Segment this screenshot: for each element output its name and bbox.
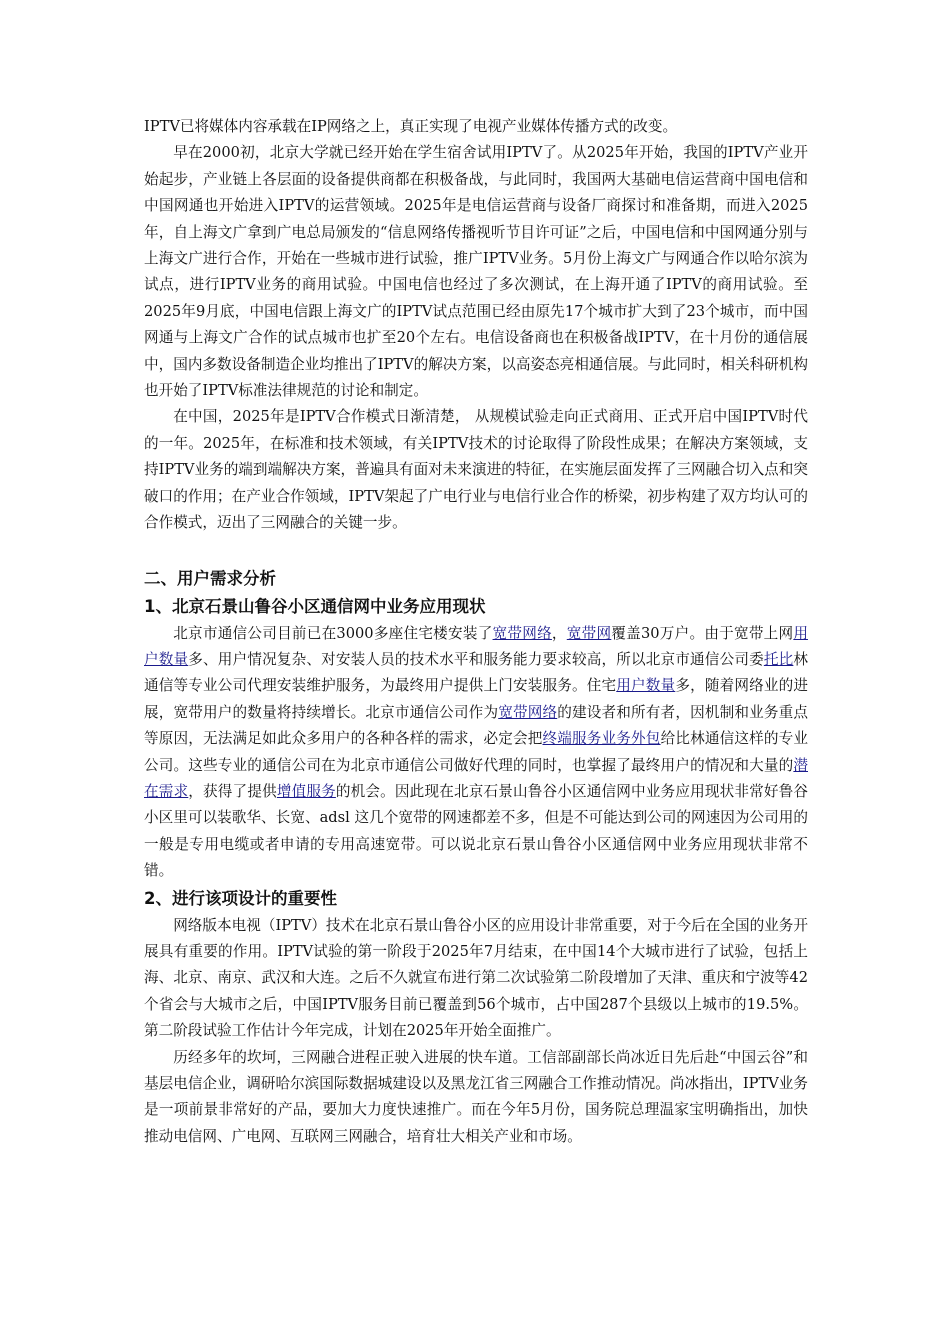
text-run: 覆盖30万户。由于宽带上网 (611, 624, 794, 642)
paragraph-iptv-history: 早在2000初，北京大学就已经开始在学生宿舍试用IPTV了。从2025年开始，我国的IPTV产业开始起步，产业链上各层面的设备提供商都在积极备战，与此同时，我国两大基础电信运营商中国电信和中国网通也开始进入IPTV的运营领域。2025年是电信运营商与设备厂商探讨和准备期，而进入2025年，自上海文广拿到广电总局颁发的“信息网络传播视听节目许可证”之后，中国电信和中国网通分别与上海文广进行合作，开始在一些城市进行试验，推广IPTV业务。5月份上海文广与网通合作以哈尔滨为试点，进行IPTV业务的商用试验。中国电信也经过了多次测试，在上海开通了IPTV的商用试验。至2025年9月底，中国电信跟上海文广的IPTV试点范围已经由原先17个城市扩大到了23个城市，而中国网通与上海文广合作的试点城市也扩至20个左右。电信设备商也在积极备战IPTV，在十月份的通信展中，国内多数设备制造企业均推出了IPTV的解决方案，以高姿态亮相通信展。与此同时，相关科研机构也开始了IPTV标准法律规范的讨论和制定。 (144, 144, 808, 400)
text-run: 给比林通信这样的专业公司。这些专业的通信公司在为北京市通信公司做好代理的同时，也掌握了最终用户的情况和大量的 (144, 730, 808, 774)
subsection-heading-importance: 2、进行该项设计的重要性 (144, 888, 337, 908)
document-body (144, 114, 808, 1150)
link-tuobi[interactable]: 托比 (763, 650, 794, 668)
text-run: 的建设者和所有者，因机制和业务重点等原因，无法满足如此众多用户的各种各样的需求，必定会把 (144, 703, 808, 748)
link-user-count[interactable]: 用户数量 (144, 624, 808, 668)
text-run: 多、用户情况复杂、对安装人员的技术水平和服务能力要求较高，所以北京市通信公司委 (188, 650, 764, 668)
text-run: 的机会。因此现在北京石景山鲁谷小区通信网中业务应用现状非常好鲁谷小区里可以装歌华、长宽、adsl 这几个宽带的网速都差不多，但是不可能达到公司的网速因为公司用的一般是专用电缆或者申请的专用高速宽带。可以说北京石景山鲁谷小区通信网中业务应用现状非常不错。 (144, 782, 808, 880)
paragraph-three-network-convergence: 历经多年的坎坷，三网融合进程正驶入进展的快车道。工信部副部长尚冰近日先后赴“中国云谷”和基层电信企业，调研哈尔滨国际数据城建设以及黑龙江省三网融合工作推动情况。尚冰指出，IPTV业务是一项前景非常好的产品，要加大力度快速推广。而在今年5月份，国务院总理温家宝明确指出，加快推动电信网、广电网、互联网三网融合，培育壮大相关产业和市场。 (144, 1048, 808, 1145)
paragraph-beijing-status (144, 621, 808, 885)
paragraph-iptv-intro: IPTV已将媒体内容承载在IP网络之上，真正实现了电视产业媒体传播方式的改变。 (144, 118, 678, 135)
link-broadband-network[interactable]: 宽带网络 (492, 624, 552, 642)
section-heading-user-demand: 二、用户需求分析 (144, 568, 276, 588)
text-run: ， (551, 624, 567, 642)
link-broadband-net[interactable]: 宽带网 (566, 624, 612, 642)
text-run: 多，随着网络业的进展，宽带用户的数量将持续增长。北京市通信公司作为 (144, 677, 808, 721)
paragraph-design-importance: 网络版本电视（IPTV）技术在北京石景山鲁谷小区的应用设计非常重要，对于今后在全国的业务开展具有重要的作用。IPTV试验的第一阶段于2025年7月结束，在中国14个大城市进行了试验，包括上海、北京、南京、武汉和大连。之后不久就宣布进行第二次试验第二阶段增加了天津、重庆和宁波等42个省会与大城市之后，中国IPTV服务目前已覆盖到56个城市，占中国287个县级以上城市的19.5%。第二阶段试验工作估计今年完成，计划在2025年开始全面推广。 (144, 916, 808, 1040)
paragraph-iptv-2025: 在中国，2025年是IPTV合作模式日渐清楚， 从规模试验走向正式商用、正式开启中国IPTV时代的一年。2025年，在标准和技术领域，有关IPTV技术的讨论取得了阶段性成果；在解决方案领域，支持IPTV业务的端到端解决方案，普遍具有面对未来演进的特征，在实施层面发挥了三网融合切入点和突破口的作用；在产业合作领域，IPTV架起了广电行业与电信行业合作的桥梁，初步构建了双方均认可的合作模式，迈出了三网融合的关键一步。 (144, 408, 808, 532)
link-user-count-2[interactable]: 用户数量 (616, 677, 676, 695)
link-terminal-outsourcing[interactable]: 终端服务业务外包 (542, 730, 661, 748)
link-broadband-network-2[interactable]: 宽带网络 (498, 703, 558, 721)
subsection-heading-current-status: 1、北京石景山鲁谷小区通信网中业务应用现状 (144, 596, 486, 616)
text-run: 北京市通信公司目前已在3000多座住宅楼安装了 (173, 624, 493, 642)
link-value-added-service[interactable]: 增值服务 (276, 782, 336, 800)
text-run: 林通信等专业公司代理安装维护服务，为最终用户提供上门安装服务。住宅 (144, 650, 808, 695)
link-potential-demand[interactable]: 潜在需求 (144, 756, 808, 800)
text-run: ，获得了提供 (188, 782, 277, 800)
